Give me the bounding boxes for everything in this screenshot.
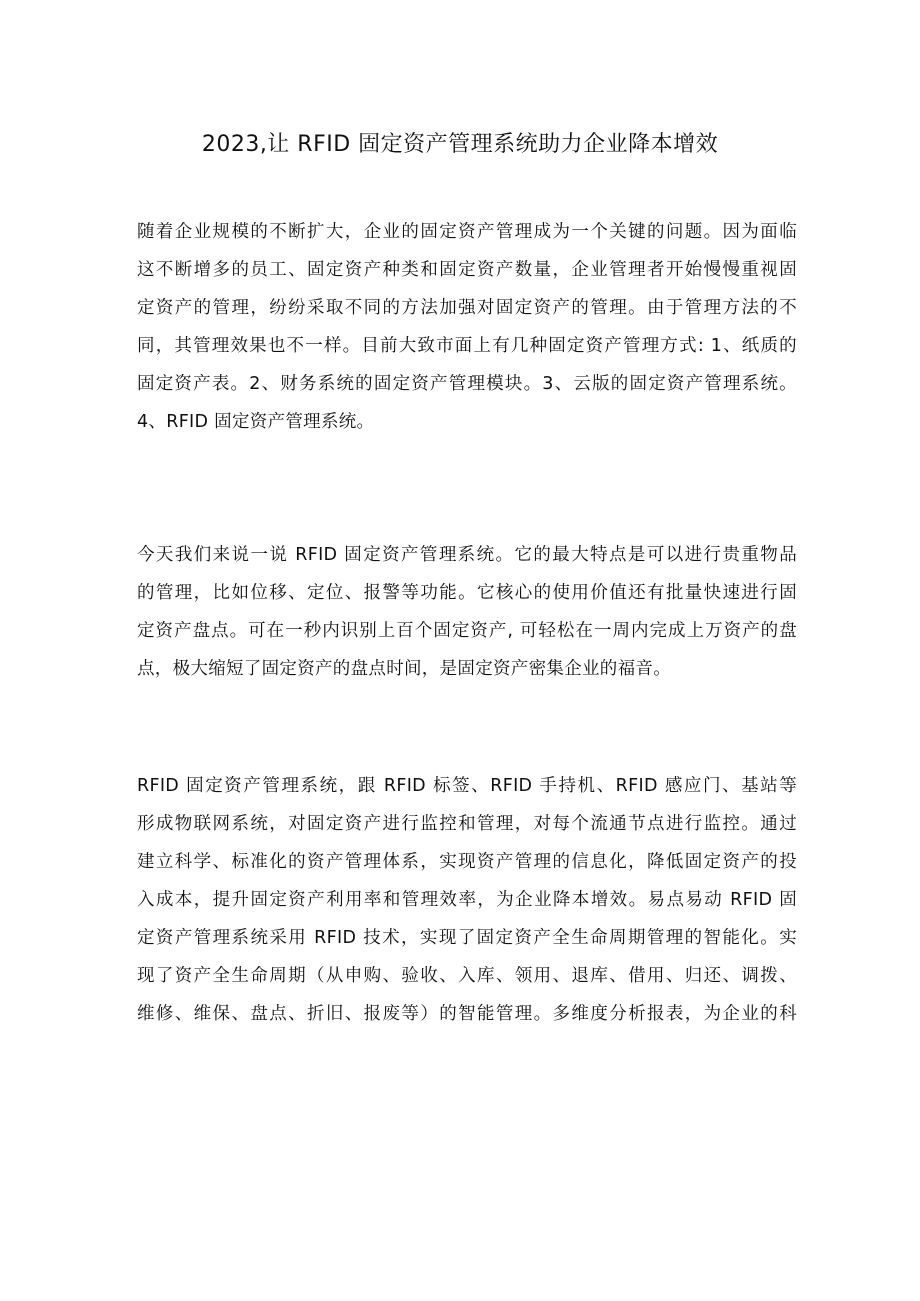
- paragraph-line: 这不断增多的员工、固定资产种类和固定资产数量，企业管理者开始慢慢重视固: [137, 260, 797, 280]
- paragraph-line: 现了资产全生命周期（从申购、验收、入库、领用、退库、借用、归还、调拨、: [137, 966, 797, 986]
- paragraph-line: 随着企业规模的不断扩大，企业的固定资产管理成为一个关键的问题。因为面临: [137, 222, 797, 242]
- paragraph-line: 建立科学、标准化的资产管理体系，实现资产管理的信息化，降低固定资产的投: [137, 852, 797, 872]
- paragraph-line: 定资产的管理，纷纷采取不同的方法加强对固定资产的管理。由于管理方法的不: [137, 298, 797, 318]
- paragraph-line: 定资产盘点。可在一秒内识别上百个固定资产, 可轻松在一周内完成上万资产的盘: [137, 621, 797, 641]
- paragraph-line: 今天我们来说一说 RFID 固定资产管理系统。它的最大特点是可以进行贵重物品: [137, 545, 797, 565]
- paragraph-2: [137, 536, 797, 688]
- paragraph-line: 入成本，提升固定资产利用率和管理效率，为企业降本增效。易点易动 RFID 固: [137, 890, 797, 910]
- paragraph-1: [137, 213, 797, 441]
- document-title: 2023,让 RFID 固定资产管理系统助力企业降本增效: [201, 132, 719, 157]
- paragraph-line: 形成物联网系统，对固定资产进行监控和管理，对每个流通节点进行监控。通过: [137, 814, 797, 834]
- paragraph-line: 定资产管理系统采用 RFID 技术，实现了固定资产全生命周期管理的智能化。实: [137, 928, 797, 948]
- paragraph-line: RFID 固定资产管理系统，跟 RFID 标签、RFID 手持机、RFID 感应门、基站等: [137, 776, 797, 796]
- paragraph-line: 同，其管理效果也不一样。目前大致市面上有几种固定资产管理方式: 1、纸质的: [137, 336, 797, 356]
- paragraph-line: 点，极大缩短了固定资产的盘点时间，是固定资产密集企业的福音。: [137, 659, 671, 679]
- paragraph-line: 的管理，比如位移、定位、报警等功能。它核心的使用价值还有批量快速进行固: [137, 583, 797, 603]
- paragraph-3: [137, 767, 797, 1033]
- paragraph-line: 维修、维保、盘点、折旧、报废等）的智能管理。多维度分析报表，为企业的科: [137, 1004, 797, 1024]
- paragraph-line: 固定资产表。2、财务系统的固定资产管理模块。3、云版的固定资产管理系统。: [137, 374, 797, 394]
- paragraph-line: 4、RFID 固定资产管理系统。: [137, 412, 375, 432]
